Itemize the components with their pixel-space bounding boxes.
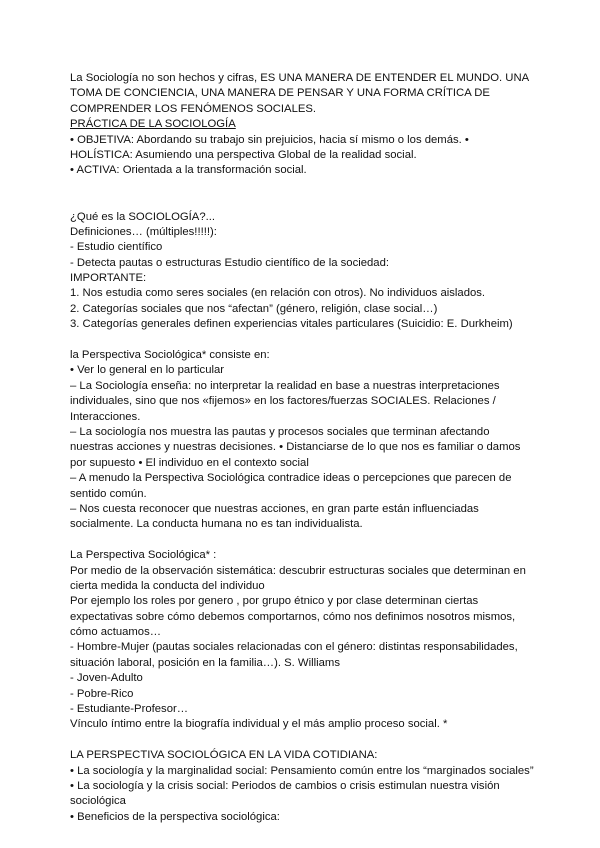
list-item: • OBJETIVA: Abordando su trabajo sin prejuicios, hacia sí mismo o los demás. • <box>70 133 469 146</box>
text-line: – La sociología nos muestra las pautas y procesos sociales que terminan afectando <box>70 425 490 438</box>
text-line: - Estudiante-Profesor… <box>70 703 189 716</box>
spacer <box>70 194 550 209</box>
text-line: - Estudio científico <box>70 241 163 254</box>
text-line: Por ejemplo los roles por genero , por grupo étnico y por clase determinan ciertas <box>70 595 479 608</box>
spacer <box>70 533 550 548</box>
section-que-es-sociologia <box>70 210 550 333</box>
text-line: • La sociología y la crisis social: Periodos de cambios o crisis estimulan nuestra visión <box>70 779 500 792</box>
text-line: IMPORTANTE: <box>70 272 147 285</box>
spacer <box>70 333 550 348</box>
text-line: La Sociología no son hechos y cifras, ES UNA MANERA DE ENTENDER EL MUNDO. UNA <box>70 72 530 84</box>
text-line: COMPRENDER LOS FENÓMENOS SOCIALES. <box>70 102 317 115</box>
text-line: 3. Categorías generales definen experiencias vitales particulares (Suicidio: E. Durkheim) <box>70 318 513 331</box>
intro-paragraph <box>70 71 550 117</box>
text-line: Vínculo íntimo entre la biografía individual y el más amplio proceso social. * <box>70 718 448 731</box>
text-line: - Joven-Adulto <box>70 672 143 685</box>
list-item: • ACTIVA: Orientada a la transformación social. <box>70 164 307 177</box>
text-line: - Pobre-Rico <box>70 687 134 700</box>
text-line: la Perspectiva Sociológica* consiste en: <box>70 349 270 362</box>
text-line: • Ver lo general en lo particular <box>70 364 225 377</box>
text-line: 1. Nos estudia como seres sociales (en relación con otros). No individuos aislados. <box>70 287 486 300</box>
text-line: por supuesto • El individuo en el contexto social <box>70 456 309 469</box>
text-line: sociológica <box>70 795 126 808</box>
text-line: sentido común. <box>70 487 147 500</box>
section-perspectiva-consiste <box>70 348 550 533</box>
text-line: socialmente. La conducta humana no es tan individualista. <box>70 518 363 531</box>
text-line: Por medio de la observación sistemática: descubrir estructuras sociales que determinan en <box>70 564 526 577</box>
text-line: 2. Categorías sociales que nos “afectan” (género, religión, clase social…) <box>70 302 438 315</box>
text-line: Interacciones. <box>70 410 141 423</box>
text-line: cierta medida la conducta del individuo <box>70 579 265 592</box>
text-line: ¿Qué es la SOCIOLOGÍA?... <box>70 210 216 223</box>
section-vida-cotidiana <box>70 748 550 825</box>
practice-list <box>70 133 550 179</box>
text-line: La Perspectiva Sociológica* : <box>70 549 217 562</box>
text-line: • Beneficios de la perspectiva sociológica: <box>70 810 280 823</box>
list-item: HOLÍSTICA: Asumiendo una perspectiva Global de la realidad social. <box>70 148 417 161</box>
text-line: – La Sociología enseña: no interpretar la realidad en base a nuestras interpretaciones <box>70 379 500 392</box>
text-line: cómo actuamos… <box>70 626 162 639</box>
text-line: – Nos cuesta reconocer que nuestras acciones, en gran parte están influenciadas <box>70 502 479 515</box>
text-line: • La sociología y la marginalidad social: Pensamiento común entre los “marginados sociales” <box>70 764 534 777</box>
spacer <box>70 733 550 748</box>
text-line: situación laboral, posición en la familia…). S. Williams <box>70 656 340 669</box>
spacer <box>70 179 550 194</box>
text-line: - Detecta pautas o estructuras Estudio científico de la sociedad: <box>70 256 389 269</box>
text-line: - Hombre-Mujer (pautas sociales relacionadas con el género: distintas responsabilidades, <box>70 641 518 654</box>
text-line: nuestras acciones y nuestras decisiones. • Distanciarse de lo que nos es familiar o damos <box>70 441 521 454</box>
section-perspectiva-observacion <box>70 548 550 733</box>
text-line: individuales, sino que nos «fijemos» en los factores/fuerzas SOCIALES. Relaciones / <box>70 395 496 408</box>
text-line: TOMA DE CONCIENCIA, UNA MANERA DE PENSAR Y UNA FORMA CRÍTICA DE <box>70 87 490 100</box>
text-line: expectativas sobre cómo debemos comportarnos, cómo nos definimos nosotros mismos, <box>70 610 516 623</box>
text-line: – A menudo la Perspectiva Sociológica contradice ideas o percepciones que parecen de <box>70 472 512 485</box>
text-line: Definiciones… (múltiples!!!!!): <box>70 225 217 238</box>
document-page <box>70 71 550 825</box>
section-heading-practica: PRÁCTICA DE LA SOCIOLOGÍA <box>70 118 236 131</box>
text-line: LA PERSPECTIVA SOCIOLÓGICA EN LA VIDA COTIDIANA: <box>70 749 378 762</box>
